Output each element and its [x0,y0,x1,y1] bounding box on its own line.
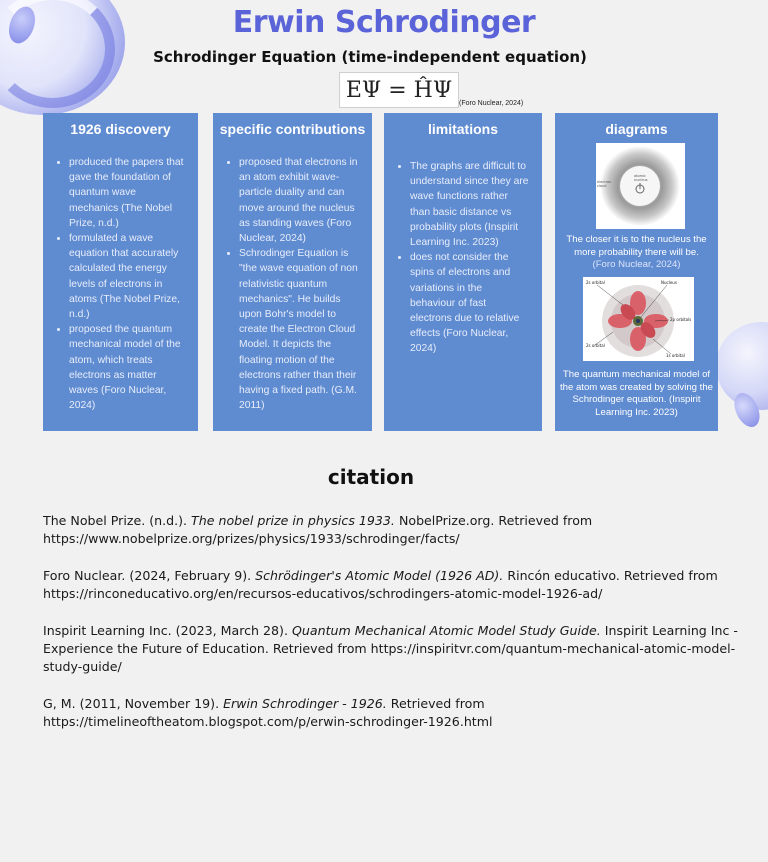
orbital-model-diagram [583,277,694,361]
svg-text:atomic: atomic [634,174,646,178]
equation-text: EΨ = ĤΨ [345,77,453,103]
list-item: • proposed that electrons in an atom exhibit wave-particle duality and can move around the nucleus as standing waves (Foro Nuclear, 2024) [239,155,360,246]
reference-item [43,512,743,548]
ref-title: The nobel prize in physics 1933. [191,513,395,528]
page-subtitle: Schrodinger Equation (time-independent equation) [153,48,587,66]
diagram-caption-2: The quantum mechanical model of the atom was created by solving the Schrodinger equation. (Inspirit Learning Inc. 2023) [559,369,714,418]
equation-box [339,72,459,108]
ref-authors: The Nobel Prize. (n.d.). [43,513,192,528]
card-title: specific contributions [219,121,366,137]
electron-cloud-diagram [596,143,685,229]
list-item: • proposed the quantum mechanical model of the atom, which treats electrons as matter waves (Foro Nuclear, 2024) [69,322,186,413]
ref-authors: Inspirit Learning Inc. (2023, March 28). [43,622,292,638]
ref-source: Rincón educativo. Retrieved from https://rinconeducativo.org/en/recursos-educativos/schrodingers-atomic-model-1926-ad/ [43,567,718,602]
ref-authors: Foro Nuclear. (2024, February 9). [43,567,256,583]
electron-cloud-image [596,143,685,229]
caption-citation: (Foro Nuclear, 2024) [592,259,681,271]
caption-text: The closer it is to the nucleus the more probability there will be. [566,234,707,258]
card-title: diagrams [605,121,668,137]
card-limitations [384,113,542,431]
diagram-label: 2s orbital [586,280,605,285]
reference-item [43,695,743,731]
list-item: • formulated a wave equation that accurately calculated the energy levels of electrons in atoms (The Nobel Prize, n.d.) [69,231,186,322]
ref-source: Inspirit Learning Inc - Experience the Future of Education. Retrieved from https://inspiritvr.com/quantum-mechanical-atomic-model-study-guide/ [43,622,738,675]
page-title: Erwin Schrodinger [232,5,536,40]
reference-item [43,567,743,603]
ref-authors: G, M. (2011, November 19). [43,695,224,711]
list-item: • does not consider the spins of electrons and variations in the behaviour of fast electrons due to relative effects (Foro Nuclear, 2024) [410,250,530,356]
equation-citation: (Foro Nuclear, 2024) [459,100,524,107]
orbital-model-image [583,277,694,361]
svg-text:cloud: cloud [597,184,607,188]
ref-title: Schrödinger's Atomic Model (1926 AD). [255,567,504,583]
diagram-label: 2s orbital [586,343,605,348]
svg-text:nucleus: nucleus [634,178,648,182]
list-item: • Schrodinger Equation is "the wave equation of non relativistic quantum mechanics". He builds upon Bohr's model to create the Electron Cloud Model. It depicts the floating motion of the electrons rather than their having a fixed path. (G.M. 2011) [239,246,360,413]
citation-heading: citation [327,465,415,489]
card-list [384,159,542,357]
card-list [213,155,372,413]
card-title: limitations [427,121,498,137]
card-diagrams [555,113,718,431]
diagram-label: 2p orbitals [670,317,692,322]
card-title: 1926 discovery [70,121,171,137]
ref-source: Retrieved from https://timelineoftheatom.blogspot.com/p/erwin-schrodinger-1926.html [43,695,493,730]
ref-title: Erwin Schrodinger - 1926. [223,695,387,711]
list-item: • produced the papers that gave the foundation of quantum wave mechanics (The Nobel Prize, n.d.) [69,155,186,231]
diagram-label: Nucleus [661,280,677,285]
reference-item [43,622,743,677]
card-1926-discovery [43,113,198,431]
svg-text:electron: electron [597,180,612,184]
list-item: • The graphs are difficult to understand since they are wave functions rather than basic distance vs probability plots (Inspirit Learning Inc. 2023) [410,159,530,250]
card-list [43,155,198,413]
ref-source: NobelPrize.org. Retrieved from https://www.nobelprize.org/prizes/physics/1933/schrodinger/facts/ [43,513,593,547]
ref-title: Quantum Mechanical Atomic Model Study Guide. [291,622,601,638]
diagram-caption-1 [555,234,718,272]
diagram-label: 1s orbital [666,353,685,358]
card-specific-contributions [213,113,372,431]
reference-list [43,512,743,750]
